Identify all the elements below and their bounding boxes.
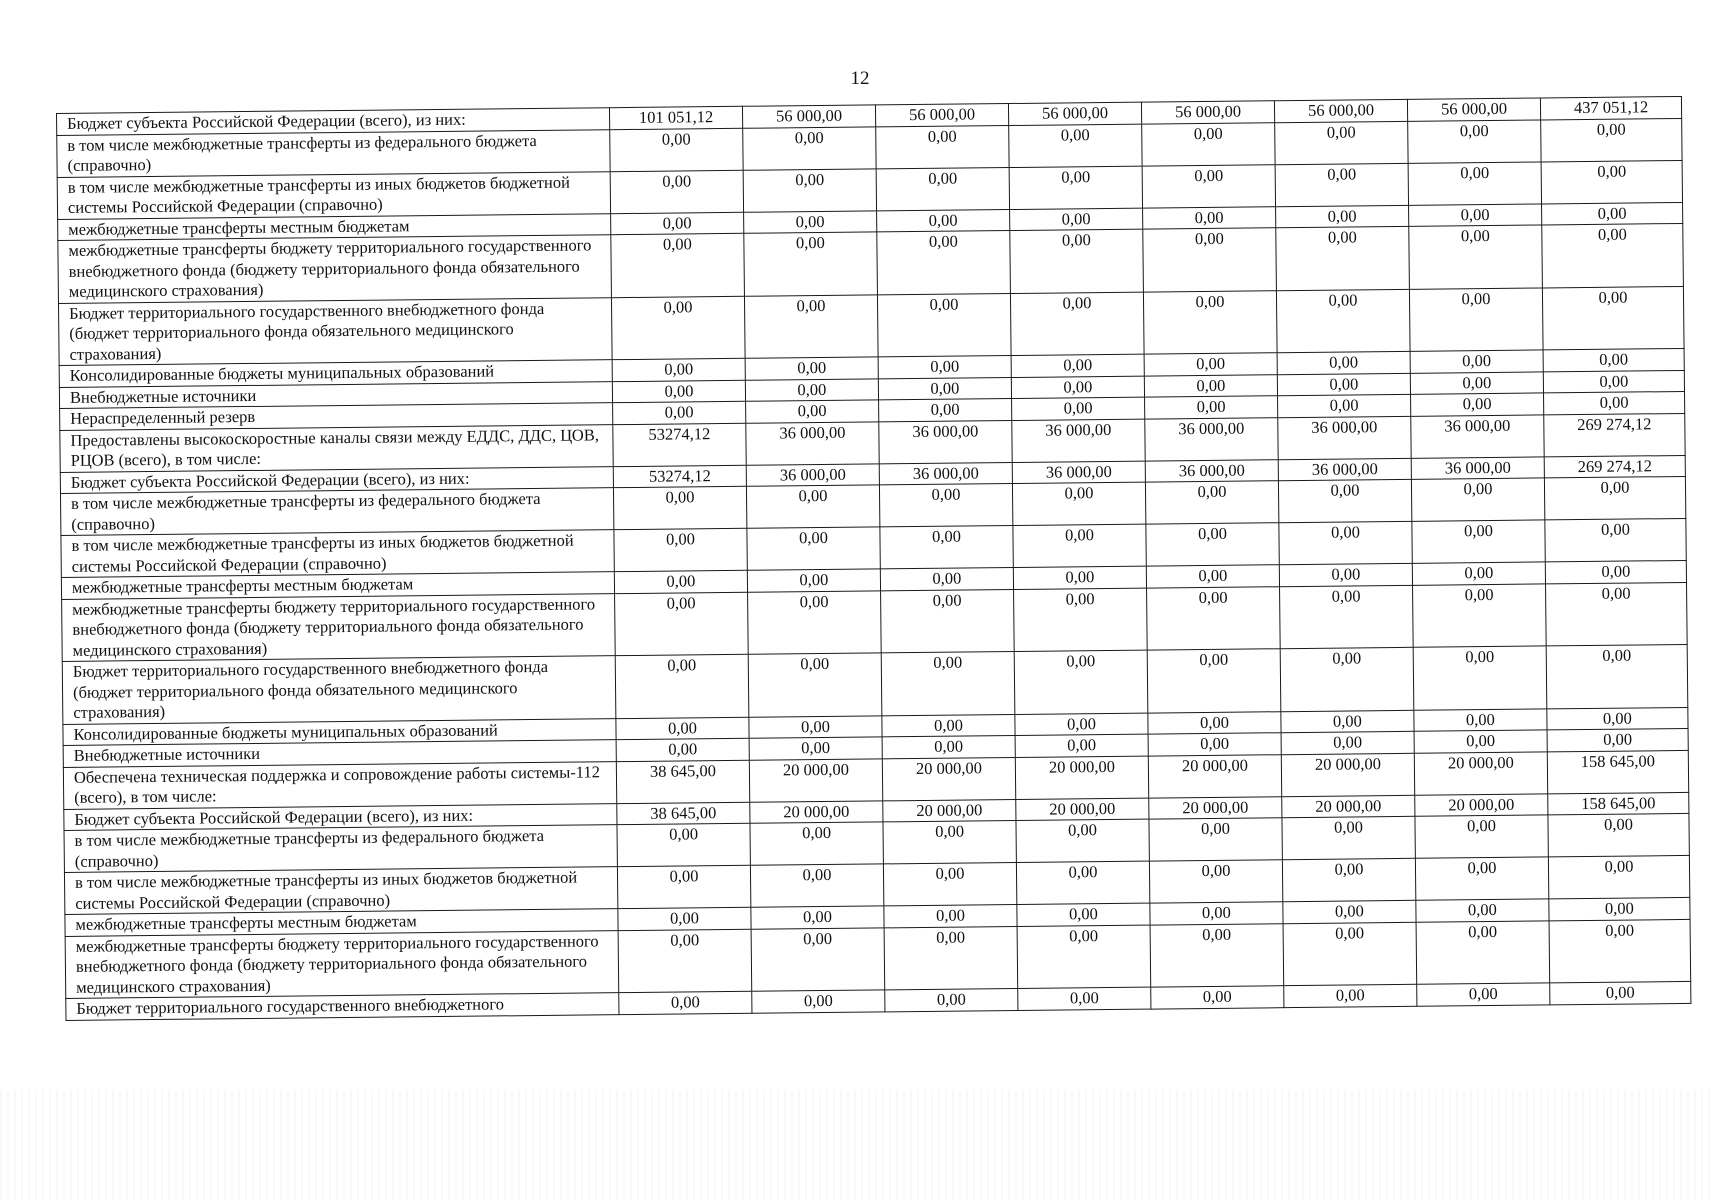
value-cell: 0,00 [751, 906, 884, 929]
value-cell: 38 645,00 [616, 760, 749, 803]
value-cell: 36 000,00 [1411, 414, 1544, 457]
value-cell: 0,00 [746, 485, 879, 528]
row-label: Бюджет субъекта Российской Федерации (всего), из них: [60, 466, 613, 493]
total-cell: 0,00 [1549, 919, 1691, 983]
value-cell: 0,00 [612, 380, 745, 403]
value-cell: 0,00 [1416, 899, 1549, 922]
total-cell: 269 274,12 [1544, 413, 1685, 456]
row-label: межбюджетные трансферты местным бюджетам [61, 572, 614, 599]
total-cell: 437 051,12 [1540, 96, 1681, 119]
value-cell: 0,00 [1410, 350, 1543, 373]
row-label: Бюджет субъекта Российской Федерации (всего), из них: [57, 108, 610, 135]
value-cell: 0,00 [751, 927, 885, 991]
value-cell: 0,00 [1414, 730, 1547, 753]
value-cell: 0,00 [1415, 857, 1548, 900]
value-cell: 0,00 [752, 990, 885, 1013]
value-cell: 0,00 [610, 170, 743, 213]
total-cell: 0,00 [1542, 223, 1684, 287]
total-cell: 0,00 [1543, 348, 1684, 371]
value-cell: 0,00 [1145, 481, 1278, 524]
value-cell: 0,00 [746, 400, 879, 423]
row-label: Бюджет территориального государственного внебюджетного фонда (бюджет территориального фонда обязательного медицинского страхования) [62, 656, 616, 724]
value-cell: 0,00 [1147, 649, 1281, 713]
value-cell: 0,00 [613, 401, 746, 424]
value-cell: 36 000,00 [1012, 461, 1145, 484]
value-cell: 56 000,00 [742, 105, 875, 128]
value-cell: 0,00 [1412, 562, 1545, 585]
value-cell: 0,00 [743, 126, 876, 169]
value-cell: 0,00 [1144, 353, 1277, 376]
value-cell: 0,00 [1143, 206, 1276, 229]
row-label: Предоставлены высокоскоростные каналы связи между ЕДДС, ДДС, ЦОВ, РЦОВ (всего), в том числе: [60, 424, 613, 472]
value-cell: 0,00 [1281, 731, 1414, 754]
value-cell: 0,00 [1010, 208, 1143, 231]
value-cell: 0,00 [881, 589, 1015, 653]
value-cell: 20 000,00 [1016, 798, 1149, 821]
value-cell: 0,00 [616, 717, 749, 740]
value-cell: 20 000,00 [1148, 754, 1281, 797]
value-cell: 0,00 [877, 293, 1011, 357]
value-cell: 53274,12 [613, 465, 746, 488]
total-cell: 0,00 [1547, 707, 1688, 730]
value-cell: 0,00 [1276, 289, 1410, 353]
value-cell: 0,00 [1014, 588, 1148, 652]
total-cell: 158 645,00 [1547, 750, 1688, 793]
value-cell: 20 000,00 [750, 800, 883, 823]
value-cell: 0,00 [616, 738, 749, 761]
value-cell: 0,00 [1416, 920, 1550, 984]
value-cell: 0,00 [743, 168, 876, 211]
value-cell: 20 000,00 [1281, 753, 1414, 796]
total-cell: 0,00 [1550, 981, 1691, 1004]
value-cell: 0,00 [615, 654, 749, 718]
value-cell: 101 051,12 [609, 106, 742, 129]
value-cell: 0,00 [877, 231, 1011, 295]
value-cell: 20 000,00 [882, 757, 1015, 800]
value-cell: 0,00 [1017, 925, 1151, 989]
value-cell: 0,00 [612, 358, 745, 381]
value-cell: 0,00 [1013, 566, 1146, 589]
row-label: в том числе межбюджетные трансферты из федерального бюджета (справочно) [60, 488, 613, 536]
value-cell: 0,00 [1015, 734, 1148, 757]
value-cell: 0,00 [748, 590, 882, 654]
value-cell: 0,00 [619, 991, 752, 1014]
value-cell: 0,00 [878, 356, 1011, 379]
value-cell: 0,00 [883, 862, 1016, 905]
value-cell: 0,00 [1146, 523, 1279, 566]
total-cell: 158 645,00 [1548, 792, 1689, 815]
value-cell: 0,00 [748, 653, 882, 717]
value-cell: 0,00 [744, 232, 878, 296]
value-cell: 36 000,00 [1145, 459, 1278, 482]
value-cell: 0,00 [1408, 161, 1541, 204]
value-cell: 0,00 [617, 823, 750, 866]
value-cell: 0,00 [1010, 229, 1144, 293]
value-cell: 0,00 [883, 820, 1016, 863]
value-cell: 0,00 [615, 592, 749, 656]
row-label: Консолидированные бюджеты муниципальных образований [63, 718, 616, 745]
total-cell: 0,00 [1546, 644, 1688, 708]
row-label: в том числе межбюджетные трансферты из федерального бюджета (справочно) [64, 825, 617, 873]
value-cell: 0,00 [1282, 858, 1415, 901]
value-cell: 0,00 [1412, 520, 1545, 563]
value-cell: 20 000,00 [1282, 795, 1415, 818]
value-cell: 0,00 [877, 209, 1010, 232]
value-cell: 0,00 [1145, 396, 1278, 419]
value-cell: 20 000,00 [749, 758, 882, 801]
value-cell: 0,00 [1150, 902, 1283, 925]
value-cell: 0,00 [1150, 923, 1284, 987]
value-cell: 0,00 [1012, 397, 1145, 420]
value-cell: 0,00 [1143, 228, 1277, 292]
value-cell: 36 000,00 [1145, 417, 1278, 460]
value-cell: 0,00 [881, 651, 1015, 715]
value-cell: 0,00 [1279, 521, 1412, 564]
value-cell: 0,00 [614, 570, 747, 593]
budget-sheet [56, 96, 1691, 1020]
value-cell: 0,00 [614, 528, 747, 571]
total-cell: 0,00 [1543, 370, 1684, 393]
value-cell: 0,00 [1142, 164, 1275, 207]
value-cell: 36 000,00 [1278, 458, 1411, 481]
total-cell: 0,00 [1544, 391, 1685, 414]
value-cell: 0,00 [1148, 711, 1281, 734]
value-cell: 0,00 [1278, 479, 1411, 522]
value-cell: 0,00 [613, 486, 746, 529]
value-cell: 0,00 [1142, 122, 1275, 165]
total-cell: 0,00 [1548, 855, 1689, 898]
value-cell: 0,00 [1016, 819, 1149, 862]
value-cell: 0,00 [611, 212, 744, 235]
budget-table [56, 96, 1691, 1020]
value-cell: 0,00 [1276, 205, 1409, 228]
value-cell: 0,00 [750, 822, 883, 865]
value-cell: 0,00 [1281, 710, 1414, 733]
value-cell: 56 000,00 [1141, 101, 1274, 124]
total-cell: 0,00 [1548, 813, 1689, 856]
value-cell: 0,00 [1283, 900, 1416, 923]
value-cell: 0,00 [1277, 373, 1410, 396]
value-cell: 0,00 [1018, 987, 1151, 1010]
value-cell: 0,00 [1149, 860, 1282, 903]
value-cell: 56 000,00 [1407, 98, 1540, 121]
row-label: в том числе межбюджетные трансферты из иных бюджетов бюджетной системы Российской Федерации (справочно) [64, 867, 617, 915]
budget-table-body [57, 96, 1691, 1019]
value-cell: 20 000,00 [1015, 756, 1148, 799]
total-cell: 0,00 [1544, 476, 1685, 519]
value-cell: 0,00 [747, 527, 880, 570]
value-cell: 0,00 [611, 296, 745, 360]
value-cell: 20 000,00 [1149, 796, 1282, 819]
total-cell: 0,00 [1542, 202, 1683, 225]
value-cell: 0,00 [747, 569, 880, 592]
total-cell: 0,00 [1545, 560, 1686, 583]
value-cell: 0,00 [880, 526, 1013, 569]
row-label: в том числе межбюджетные трансферты из иных бюджетов бюджетной системы Российской Федерации (справочно) [57, 171, 610, 219]
value-cell: 0,00 [878, 377, 1011, 400]
value-cell: 0,00 [1015, 713, 1148, 736]
value-cell: 0,00 [1414, 708, 1547, 731]
row-label: межбюджетные трансферты местным бюджетам [58, 213, 611, 240]
value-cell: 53274,12 [613, 423, 746, 466]
value-cell: 36 000,00 [879, 462, 1012, 485]
value-cell: 0,00 [1148, 733, 1281, 756]
value-cell: 0,00 [750, 864, 883, 907]
row-label: Консолидированные бюджеты муниципальных образований [59, 360, 612, 387]
value-cell: 0,00 [1280, 647, 1414, 711]
value-cell: 0,00 [749, 715, 882, 738]
value-cell: 36 000,00 [746, 421, 879, 464]
row-label: Бюджет территориального государственного внебюджетного [66, 993, 619, 1020]
value-cell: 0,00 [1283, 922, 1417, 986]
total-cell: 0,00 [1547, 728, 1688, 751]
row-label: Нераспределенный резерв [60, 403, 613, 430]
value-cell: 0,00 [1149, 818, 1282, 861]
value-cell: 0,00 [1011, 354, 1144, 377]
value-cell: 0,00 [611, 233, 745, 297]
value-cell: 0,00 [1413, 646, 1547, 710]
row-label: межбюджетные трансферты бюджету территориального государственного внебюджетного фонда (бюджету территориального фонда обязательного медицинского страхования) [65, 930, 619, 998]
value-cell: 36 000,00 [746, 463, 879, 486]
value-cell: 0,00 [745, 357, 878, 380]
value-cell: 0,00 [1409, 287, 1543, 351]
value-cell: 0,00 [1280, 585, 1414, 649]
value-cell: 0,00 [882, 714, 1015, 737]
value-cell: 0,00 [879, 399, 1012, 422]
value-cell: 0,00 [876, 125, 1009, 168]
value-cell: 0,00 [1010, 292, 1144, 356]
value-cell: 0,00 [884, 926, 1018, 990]
value-cell: 0,00 [617, 865, 750, 908]
value-cell: 0,00 [1409, 225, 1543, 289]
value-cell: 0,00 [1146, 565, 1279, 588]
value-cell: 0,00 [1151, 986, 1284, 1009]
value-cell: 20 000,00 [1414, 751, 1547, 794]
value-cell: 0,00 [1017, 903, 1150, 926]
value-cell: 0,00 [879, 484, 1012, 527]
value-cell: 0,00 [884, 904, 1017, 927]
value-cell: 0,00 [876, 167, 1009, 210]
value-cell: 0,00 [1282, 816, 1415, 859]
value-cell: 0,00 [1279, 563, 1412, 586]
value-cell: 0,00 [1409, 203, 1542, 226]
value-cell: 0,00 [745, 378, 878, 401]
value-cell: 20 000,00 [1415, 793, 1548, 816]
page-number: 12 [850, 68, 870, 89]
value-cell: 0,00 [1415, 815, 1548, 858]
value-cell: 36 000,00 [879, 420, 1012, 463]
value-cell: 0,00 [1009, 166, 1142, 209]
value-cell: 56 000,00 [1008, 102, 1141, 125]
value-cell: 0,00 [1411, 478, 1544, 521]
total-cell: 0,00 [1541, 118, 1682, 161]
row-label: межбюджетные трансферты местным бюджетам [65, 909, 618, 936]
value-cell: 0,00 [1278, 394, 1411, 417]
total-cell: 0,00 [1549, 897, 1690, 920]
row-label: Бюджет субъекта Российской Федерации (всего), из них: [64, 803, 617, 830]
total-cell: 0,00 [1541, 160, 1682, 203]
value-cell: 0,00 [1012, 482, 1145, 525]
row-label: Бюджет территориального государственного внебюджетного фонда (бюджет территориального фонда обязательного медицинского страхования) [58, 297, 612, 365]
value-cell: 0,00 [885, 988, 1018, 1011]
value-cell: 0,00 [1413, 583, 1547, 647]
value-cell: 56 000,00 [875, 104, 1008, 127]
value-cell: 0,00 [618, 929, 752, 993]
value-cell: 0,00 [1144, 374, 1277, 397]
row-label: межбюджетные трансферты бюджету территориального государственного внебюджетного фонда (бюджету территориального фонда обязательного медицинского страхования) [58, 235, 612, 303]
value-cell: 0,00 [1275, 163, 1408, 206]
row-label: межбюджетные трансферты бюджету территориального государственного внебюджетного фонда (бюджету территориального фонда обязательного медицинского страхования) [62, 593, 616, 661]
value-cell: 0,00 [1143, 290, 1277, 354]
value-cell: 36 000,00 [1012, 419, 1145, 462]
value-cell: 0,00 [1277, 351, 1410, 374]
value-cell: 0,00 [749, 737, 882, 760]
value-cell: 20 000,00 [883, 799, 1016, 822]
value-cell: 0,00 [1417, 983, 1550, 1006]
value-cell: 38 645,00 [617, 802, 750, 825]
scan-noise [0, 1090, 1711, 1200]
value-cell: 0,00 [744, 210, 877, 233]
value-cell: 0,00 [1011, 376, 1144, 399]
row-label: Обеспечена техническая поддержка и сопровождение работы системы-112 (всего), в том числе: [63, 761, 616, 809]
total-cell: 0,00 [1545, 518, 1686, 561]
value-cell: 0,00 [1276, 226, 1410, 290]
value-cell: 0,00 [1411, 393, 1544, 416]
value-cell: 0,00 [1408, 119, 1541, 162]
value-cell: 0,00 [1013, 524, 1146, 567]
row-label: Внебюджетные источники [59, 381, 612, 408]
row-label: Внебюджетные источники [63, 740, 616, 767]
total-cell: 269 274,12 [1544, 455, 1685, 478]
value-cell: 0,00 [1014, 650, 1148, 714]
value-cell: 36 000,00 [1411, 456, 1544, 479]
value-cell: 56 000,00 [1274, 99, 1407, 122]
value-cell: 36 000,00 [1278, 416, 1411, 459]
value-cell: 0,00 [1009, 124, 1142, 167]
row-label: в том числе межбюджетные трансферты из иных бюджетов бюджетной системы Российской Федерации (справочно) [61, 530, 614, 578]
value-cell: 0,00 [1410, 371, 1543, 394]
value-cell: 0,00 [1147, 586, 1281, 650]
total-cell: 0,00 [1546, 582, 1688, 646]
value-cell: 0,00 [618, 907, 751, 930]
value-cell: 0,00 [1275, 121, 1408, 164]
value-cell: 0,00 [610, 128, 743, 171]
total-cell: 0,00 [1542, 286, 1684, 350]
row-label: в том числе межбюджетные трансферты из федерального бюджета (справочно) [57, 129, 610, 177]
value-cell: 0,00 [882, 735, 1015, 758]
value-cell: 0,00 [1016, 861, 1149, 904]
value-cell: 0,00 [880, 568, 1013, 591]
value-cell: 0,00 [744, 294, 878, 358]
value-cell: 0,00 [1284, 984, 1417, 1007]
